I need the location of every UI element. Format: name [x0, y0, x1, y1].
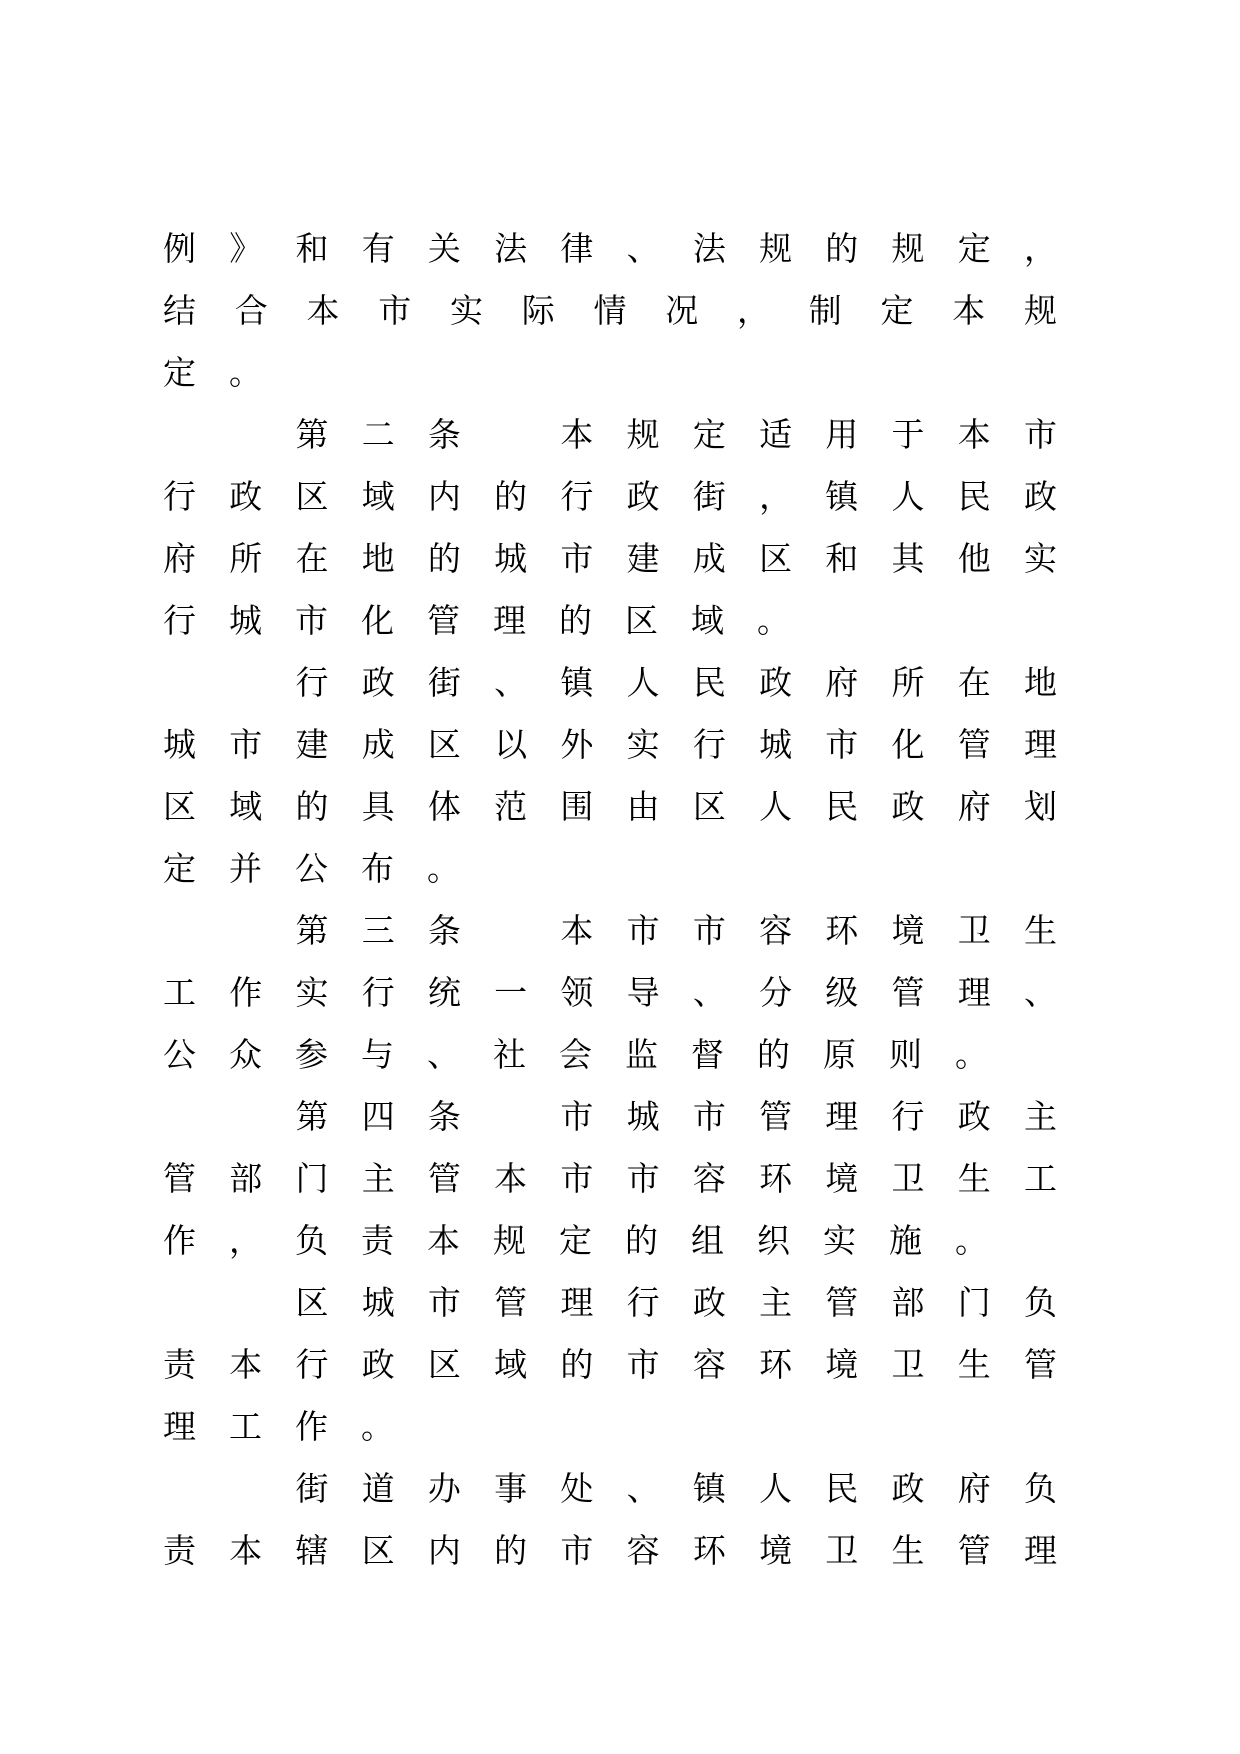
text-line: 工作实行统一领导、分级管理、	[163, 973, 1091, 1012]
text-line: 责本辖区内的市容环境卫生管理	[163, 1531, 1091, 1570]
text-line: 第二条 本规定适用于本市	[163, 415, 1091, 454]
text-line: 理工作。	[163, 1407, 427, 1446]
text-line: 区城市管理行政主管部门负	[163, 1283, 1091, 1322]
text-line: 城市建成区以外实行城市化管理	[163, 725, 1091, 764]
text-line: 第四条 市城市管理行政主	[163, 1097, 1091, 1136]
text-line: 结合本市实际情况，制定本规	[163, 291, 1096, 330]
text-line: 行政街、镇人民政府所在地	[163, 663, 1091, 702]
text-line: 第三条 本市市容环境卫生	[163, 911, 1091, 950]
text-line: 作，负责本规定的组织实施。	[163, 1221, 1021, 1260]
text-line: 管部门主管本市市容环境卫生工	[163, 1159, 1091, 1198]
text-line: 定并公布。	[163, 849, 493, 888]
text-line: 行政区域内的行政街，镇人民政	[163, 477, 1091, 516]
document-page	[163, 218, 1096, 1582]
text-line: 例》和有关法律、法规的规定，	[163, 229, 1091, 268]
text-line: 街道办事处、镇人民政府负	[163, 1469, 1091, 1508]
text-line: 区域的具体范围由区人民政府划	[163, 787, 1091, 826]
text-line: 定。	[163, 353, 295, 392]
text-line: 责本行政区域的市容环境卫生管	[163, 1345, 1091, 1384]
text-line: 府所在地的城市建成区和其他实	[163, 539, 1091, 578]
text-line: 公众参与、社会监督的原则。	[163, 1035, 1021, 1074]
text-line: 行城市化管理的区域。	[163, 601, 823, 640]
